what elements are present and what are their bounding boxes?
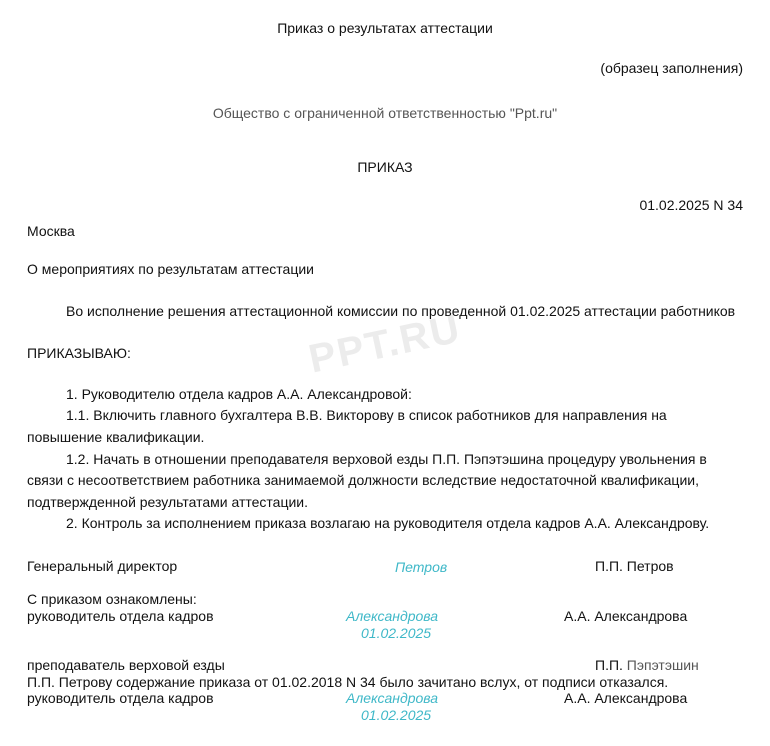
order-date-number: 01.02.2025 N 34 bbox=[639, 197, 743, 213]
item-1-1-line-1: 1.1. Включить главного бухгалтера В.В. Викторову в список работников для направления на bbox=[66, 407, 667, 423]
instructor-title: преподаватель верховой езды bbox=[27, 657, 225, 673]
organization-name: Общество с ограниченной ответственностью "Ppt.ru" bbox=[212, 105, 558, 121]
director-title: Генеральный директор bbox=[27, 558, 178, 574]
item-1: 1. Руководителю отдела кадров А.А. Александровой: bbox=[66, 386, 412, 402]
item-2: 2. Контроль за исполнением приказа возлагаю на руководителя отдела кадров А.А. Александрову. bbox=[66, 515, 710, 531]
hr2-name: А.А. Александрова bbox=[564, 690, 688, 706]
hr-name: А.А. Александрова bbox=[564, 608, 688, 624]
hr2-signature-date: 01.02.2025 bbox=[361, 707, 432, 723]
instructor-initials: П.П. bbox=[595, 657, 627, 673]
director-signature: Петров bbox=[395, 559, 448, 575]
refusal-note: П.П. Петрову содержание приказа от 01.02.2018 N 34 было зачитано вслух, от подписи отказался. bbox=[27, 674, 669, 690]
hr2-signature: Александрова bbox=[346, 690, 439, 706]
hr2-title: руководитель отдела кадров bbox=[27, 690, 214, 706]
director-name: П.П. Петров bbox=[595, 558, 674, 574]
instructor-surname: Пэпэтэшин bbox=[626, 657, 699, 673]
order-subject: О мероприятиях по результатам аттестации bbox=[27, 261, 314, 277]
preamble: Во исполнение решения аттестационной комиссии по проведенной 01.02.2025 аттестации работников bbox=[66, 303, 736, 319]
order-heading: ПРИКАЗ bbox=[357, 159, 413, 175]
item-1-2-line-2: связи с несоответствием работника занимаемой должности вследствие недостаточной квалификации, bbox=[27, 472, 699, 488]
item-1-2-line-3: подтвержденной результатами аттестации. bbox=[27, 494, 308, 510]
sample-note: (образец заполнения) bbox=[600, 60, 743, 76]
hr-signature-date: 01.02.2025 bbox=[361, 625, 432, 641]
instructor-name bbox=[595, 656, 699, 674]
document-title: Приказ о результатах аттестации bbox=[277, 20, 493, 36]
hr-signature: Александрова bbox=[346, 608, 439, 624]
order-word: ПРИКАЗЫВАЮ: bbox=[27, 345, 131, 361]
hr-title: руководитель отдела кадров bbox=[27, 608, 214, 624]
acquainted-label: С приказом ознакомлены: bbox=[27, 591, 197, 607]
item-1-2-line-1: 1.2. Начать в отношении преподавателя верховой езды П.П. Пэпэтэшина процедуру увольнения в bbox=[66, 451, 707, 467]
city: Москва bbox=[27, 223, 75, 239]
watermark: PPT.RU bbox=[305, 306, 466, 382]
item-1-1-line-2: повышение квалификации. bbox=[27, 429, 205, 445]
